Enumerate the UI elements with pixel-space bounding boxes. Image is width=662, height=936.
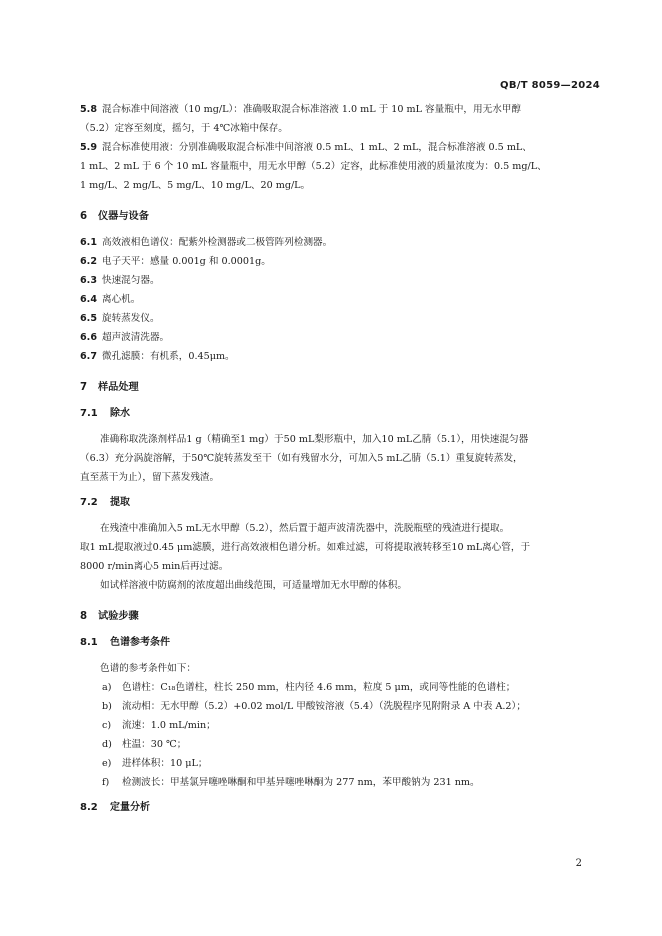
clause-5-9-line-3: 1 mg/L、2 mg/L、5 mg/L、10 mg/L、20 mg/L。: [80, 180, 311, 191]
section-number: 8: [80, 611, 88, 622]
subsection-8-1-heading: [80, 633, 592, 653]
clause-number: 6.7: [80, 351, 97, 362]
equipment-item: [80, 233, 592, 252]
list-item: [80, 678, 592, 697]
paragraph-7-1-line-1: 准确称取洗涤剂样品1 g（精确至1 mg）于50 mL梨形瓶中，加入10 mL乙腈（5.1），用快速混匀器: [100, 434, 529, 445]
paragraph-7-2-line-3: 8000 r/min离心5 min后再过滤。: [80, 561, 229, 572]
clause-number: 6.5: [80, 313, 97, 324]
clause-number: 6.6: [80, 332, 97, 343]
list-text: 流动相：无水甲醇（5.2）+0.02 mol/L 甲酸铵溶液（5.4）（洗脱程序见附附录 A 中表 A.2）；: [122, 701, 526, 712]
clause-text: 快速混匀器。: [102, 275, 160, 286]
clause-number: 5.8: [80, 104, 97, 115]
clause-number: 6.2: [80, 256, 97, 267]
equipment-item: [80, 290, 592, 309]
list-text: 流速：1.0 mL/min；: [122, 720, 216, 731]
equipment-item: [80, 328, 592, 347]
list-text: 进样体积：10 μL；: [122, 758, 208, 769]
list-item: [80, 735, 592, 754]
clause-number: 6.4: [80, 294, 97, 305]
page-content: [80, 100, 592, 818]
clause-text: 混合标准使用液：分别准确吸取混合标准中间溶液 0.5 mL、1 mL、2 mL，混合标准溶液 0.5 mL、: [102, 142, 532, 153]
clause-text: 旋转蒸发仪。: [102, 313, 160, 324]
clause-5-9-line-2: 1 mL、2 mL 于 6 个 10 mL 容量瓶中，用无水甲醇（5.2）定容，此标准使用液的质量浓度为：0.5 mg/L、: [80, 161, 547, 172]
list-item: [80, 754, 592, 773]
equipment-item: [80, 252, 592, 271]
subsection-title: 定量分析: [110, 802, 150, 813]
subsection-number: 7.1: [80, 408, 98, 419]
chromatography-conditions-list: [80, 678, 592, 792]
list-label: d): [102, 739, 112, 750]
list-label: b): [102, 701, 112, 712]
clause-text: 高效液相色谱仪：配紫外检测器或二极管阵列检测器。: [102, 237, 333, 248]
list-label: e): [102, 758, 112, 769]
paragraph-7-1-line-3: 直至蒸干为止），留下蒸发残渣。: [80, 472, 220, 483]
section-number: 7: [80, 382, 88, 393]
section-8-heading: [80, 607, 592, 627]
equipment-item: [80, 309, 592, 328]
clause-text: 超声波清洗器。: [102, 332, 170, 343]
section-7-heading: [80, 378, 592, 398]
section-6-heading: [80, 207, 592, 227]
section-number: 6: [80, 211, 88, 222]
list-label: f): [102, 777, 110, 788]
conditions-intro: 色谱的参考条件如下：: [100, 663, 196, 674]
equipment-list: [80, 233, 592, 366]
subsection-title: 提取: [110, 497, 130, 508]
clause-number: 6.3: [80, 275, 97, 286]
list-text: 检测波长：甲基氯异噻唑啉酮和甲基异噻唑啉酮为 277 nm，苯甲酸钠为 231 nm。: [122, 777, 480, 788]
subsection-7-1-heading: [80, 404, 592, 424]
paragraph-7-2-line-1: 在残渣中准确加入5 mL无水甲醇（5.2），然后置于超声波清洗器中，洗脱瓶壁的残渣进行提取。: [100, 523, 510, 534]
subsection-title: 除水: [110, 408, 130, 419]
equipment-item: [80, 347, 592, 366]
subsection-8-2-heading: [80, 798, 592, 818]
clause-text: 混合标准中间溶液（10 mg/L）：准确吸取混合标准溶液 1.0 mL 于 10 mL 容量瓶中，用无水甲醇: [102, 104, 521, 115]
list-label: a): [102, 682, 112, 693]
section-title: 样品处理: [98, 382, 139, 393]
equipment-item: [80, 271, 592, 290]
clause-text: 离心机。: [102, 294, 141, 305]
subsection-number: 8.1: [80, 637, 98, 648]
subsection-number: 7.2: [80, 497, 98, 508]
clause-text: 微孔滤膜：有机系，0.45μm。: [102, 351, 235, 362]
subsection-7-2-heading: [80, 493, 592, 513]
paragraph-7-1-line-2: （6.3）充分涡旋溶解，于50℃旋转蒸发至干（如有残留水分，可加入5 mL乙腈（5.1）重复旋转蒸发，: [80, 453, 523, 464]
list-text: 色谱柱：C₁₈色谱柱，柱长 250 mm，柱内径 4.6 mm，粒度 5 μm，或同等性能的色谱柱；: [122, 682, 516, 693]
clause-5-9-line-1: [80, 138, 592, 157]
list-item: [80, 697, 592, 716]
paragraph-7-2-line-4: 如试样溶液中防腐剂的浓度超出曲线范围，可适量增加无水甲醇的体积。: [100, 580, 407, 591]
list-item: [80, 773, 592, 792]
paragraph-7-2-line-2: 取1 mL提取液过0.45 μm滤膜，进行高效液相色谱分析。如难过滤，可将提取液转移至10 mL离心管，于: [80, 542, 531, 553]
section-title: 仪器与设备: [98, 211, 149, 222]
clause-text: 电子天平：感量 0.001g 和 0.0001g。: [102, 256, 271, 267]
section-title: 试验步骤: [98, 611, 139, 622]
clause-5-8-line-1: [80, 100, 592, 119]
standard-code-header: QB/T 8059—2024: [500, 80, 600, 91]
clause-number: 5.9: [80, 142, 97, 153]
subsection-number: 8.2: [80, 802, 98, 813]
list-text: 柱温：30 ℃；: [122, 739, 187, 750]
page-number: 2: [575, 858, 582, 869]
clause-number: 6.1: [80, 237, 97, 248]
subsection-title: 色谱参考条件: [110, 637, 170, 648]
list-label: c): [102, 720, 112, 731]
clause-5-8-line-2: （5.2）定容至刻度，摇匀，于 4℃冰箱中保存。: [80, 123, 288, 134]
list-item: [80, 716, 592, 735]
